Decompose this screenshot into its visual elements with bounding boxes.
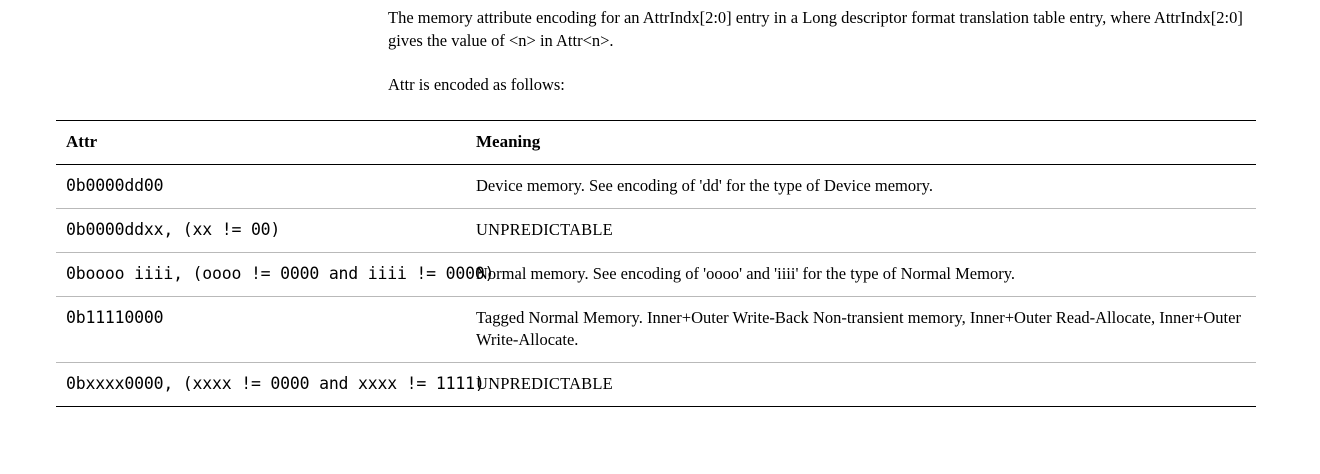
intro-paragraph-1: The memory attribute encoding for an AttrIndx[2:0] entry in a Long descriptor format translation table entry, where AttrIndx[2:0] gives the value of <n> in Attr<n>. [388, 8, 1243, 50]
table-row [56, 363, 1256, 407]
intro-text-block [388, 0, 1244, 96]
table-row [56, 297, 1256, 363]
table-header [56, 121, 1256, 165]
table-body [56, 165, 1256, 407]
cell-meaning: UNPREDICTABLE [466, 209, 1256, 253]
cell-attr: 0boooo iiii, (oooo != 0000 and iiii != 0000) [56, 253, 466, 297]
cell-attr: 0b0000ddxx, (xx != 00) [56, 209, 466, 253]
cell-attr: 0b0000dd00 [56, 165, 466, 209]
table-header-row [56, 121, 1256, 165]
cell-meaning: UNPREDICTABLE [466, 363, 1256, 407]
intro-paragraph-2: Attr is encoded as follows: [388, 75, 565, 94]
table-row [56, 165, 1256, 209]
cell-meaning: Device memory. See encoding of 'dd' for the type of Device memory. [466, 165, 1256, 209]
cell-meaning: Normal memory. See encoding of 'oooo' and 'iiii' for the type of Normal Memory. [466, 253, 1256, 297]
cell-attr: 0b11110000 [56, 297, 466, 363]
attr-encoding-table [56, 120, 1256, 407]
column-header-attr: Attr [56, 121, 466, 165]
column-header-meaning: Meaning [466, 121, 1256, 165]
table-row [56, 209, 1256, 253]
table-row [56, 253, 1256, 297]
cell-meaning: Tagged Normal Memory. Inner+Outer Write-Back Non-transient memory, Inner+Outer Read-Allocate, Inner+Outer Write-Allocate. [466, 297, 1256, 363]
cell-attr: 0bxxxx0000, (xxxx != 0000 and xxxx != 1111) [56, 363, 466, 407]
